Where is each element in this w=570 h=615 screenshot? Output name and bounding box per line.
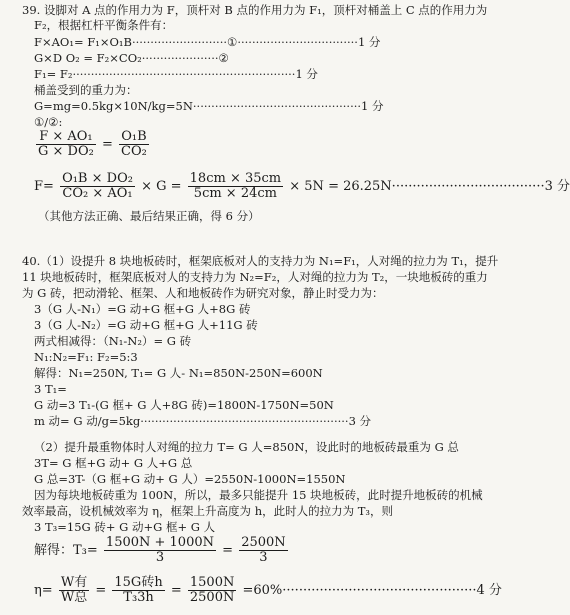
q40-fraction-8: $\frac{\text{15G砖h}}{\text{T₃3h}}$ bbox=[114, 575, 163, 605]
q39-lid-gravity-label: 桶盖受到的重力为： bbox=[34, 83, 138, 97]
q39-fraction-1: $\frac{\text{F × AO₁}}{\text{G × DO₂}}$ bbox=[38, 129, 94, 159]
q39-force-solution: F= $\frac{\text{O₁B × DO₂}}{\text{CO₂ × AO₁}}$ × G = $\frac{18cm \times 35cm}{5cm \times 24cm}$ × 5N = 26.25N·····································3 分 bbox=[34, 171, 570, 201]
q40-part1-line3: 为 G 砖，把动滑轮、框架、人和地板砖作为研究对象，静止时受力为： bbox=[22, 286, 384, 300]
q40-equation-f2: G 总=3T-（G 框+G 动+ G 人）=2550N-1000N=1550N bbox=[34, 472, 346, 486]
q40-equation-e1: 3（G 人-N₁）=G 动+G 框+G 人+8G 砖 bbox=[34, 302, 251, 316]
q39-intro-line2: F₂，根据杠杆平衡条件有： bbox=[34, 18, 174, 32]
q40-efficiency-solution: η= $\frac{\text{W有}}{\text{W总}}$ = $\frac{\text{15G砖h}}{\text{T₃3h}}$ = $\frac{1500N}{2500N}$ =60%···············································4 分 bbox=[34, 575, 502, 605]
q40-part1-line2: 11 块地板砖时，框架底板对人的支持力为 N₂=F₂，人对绳的拉力为 T₂，一块地板砖的重力 bbox=[22, 270, 488, 284]
q40-equation-e3: 两式相减得：（N₁-N₂）= G 砖 bbox=[34, 334, 192, 348]
q40-part2-line1: （2）提升最重物体时人对绳的拉力 T= G 人=850N，设此时的地板砖最重为 G 总 bbox=[34, 440, 459, 454]
q39-note: （其他方法正确、最后结果正确，得 6 分） bbox=[38, 209, 260, 223]
q39-ratio-equation: $\frac{\text{F × AO₁}}{\text{G × DO₂}}$ = $\frac{\text{O₁B}}{\text{CO₂}}$ bbox=[38, 129, 147, 159]
q40-equation-f1: 3T= G 框+G 动+ G 人+G 总 bbox=[34, 456, 193, 470]
q40-text-f3: 因为每块地板砖重为 100N，所以，最多只能提升 15 块地板砖，此时提升地板砖的机械 bbox=[34, 488, 483, 502]
q40-equation-e8: m 动= G 动/g=5kg·························································3 分 bbox=[34, 414, 372, 428]
q40-equation-e2: 3（G 人-N₂）=G 动+G 框+G 人+11G 砖 bbox=[34, 318, 258, 332]
q39-gravity-equation: G=mg=0.5kg×10N/kg=5N··············································1 分 bbox=[34, 99, 384, 113]
q39-fraction-3: $\frac{\text{O₁B × DO₂}}{\text{CO₂ × AO₁}}$ bbox=[62, 171, 133, 201]
q40-part1-line1: 40.（1）设提升 8 块地板砖时，框架底板对人的支持力为 N₁=F₁，人对绳的拉力为 T₁，提升 bbox=[22, 254, 499, 268]
q40-fraction-7: $\frac{\text{W有}}{\text{W总}}$ bbox=[60, 575, 88, 605]
q39-combine-label: ①/②: bbox=[34, 115, 63, 129]
q39-equation-1: F×AO₁= F₁×O₁B··························①·································1 分 bbox=[34, 35, 381, 49]
q40-text-f4: 效率最高，设机械效率为 η，框架上升高度为 h，此时人的拉力为 T₃，则 bbox=[22, 504, 394, 518]
q40-equation-f5: 3 T₃=15G 砖+ G 动+G 框+ G 人 bbox=[34, 520, 216, 534]
q40-fraction-6: $\frac{2500N}{3}$ bbox=[241, 535, 286, 565]
q39-fraction-4: $\frac{18cm \times 35cm}{5cm \times 24cm}$ bbox=[189, 171, 282, 201]
q40-equation-e5: 解得：N₁=250N, T₁= G 人- N₁=850N-250N=600N bbox=[34, 366, 323, 380]
q40-equation-e4: N₁:N₂=F₁: F₂=5:3 bbox=[34, 350, 138, 364]
q39-equation-3: F₁= F₂·····························································1 分 bbox=[34, 67, 318, 81]
q40-t3-solution: 解得：T₃= $\frac{1500N + 1000N}{3}$ = $\frac{2500N}{3}$ bbox=[34, 535, 286, 565]
q39-intro-line1: 39. 设脚对 A 点的作用力为 F，顶杆对 B 点的作用力为 F₁，顶杆对桶盖上 C 点的作用力为 bbox=[22, 3, 488, 17]
q39-equation-2: G×D O₂ = F₂×CO₂·····················② bbox=[34, 51, 229, 65]
q40-fraction-5: $\frac{1500N + 1000N}{3}$ bbox=[105, 535, 214, 565]
q40-fraction-9: $\frac{1500N}{2500N}$ bbox=[189, 575, 235, 605]
q40-equation-e6: 3 T₁= bbox=[34, 382, 67, 396]
q40-equation-e7: G 动=3 T₁-(G 框+ G 人+8G 砖)=1800N-1750N=50N bbox=[34, 398, 334, 412]
q39-fraction-2: $\frac{\text{O₁B}}{\text{CO₂}}$ bbox=[121, 129, 147, 159]
